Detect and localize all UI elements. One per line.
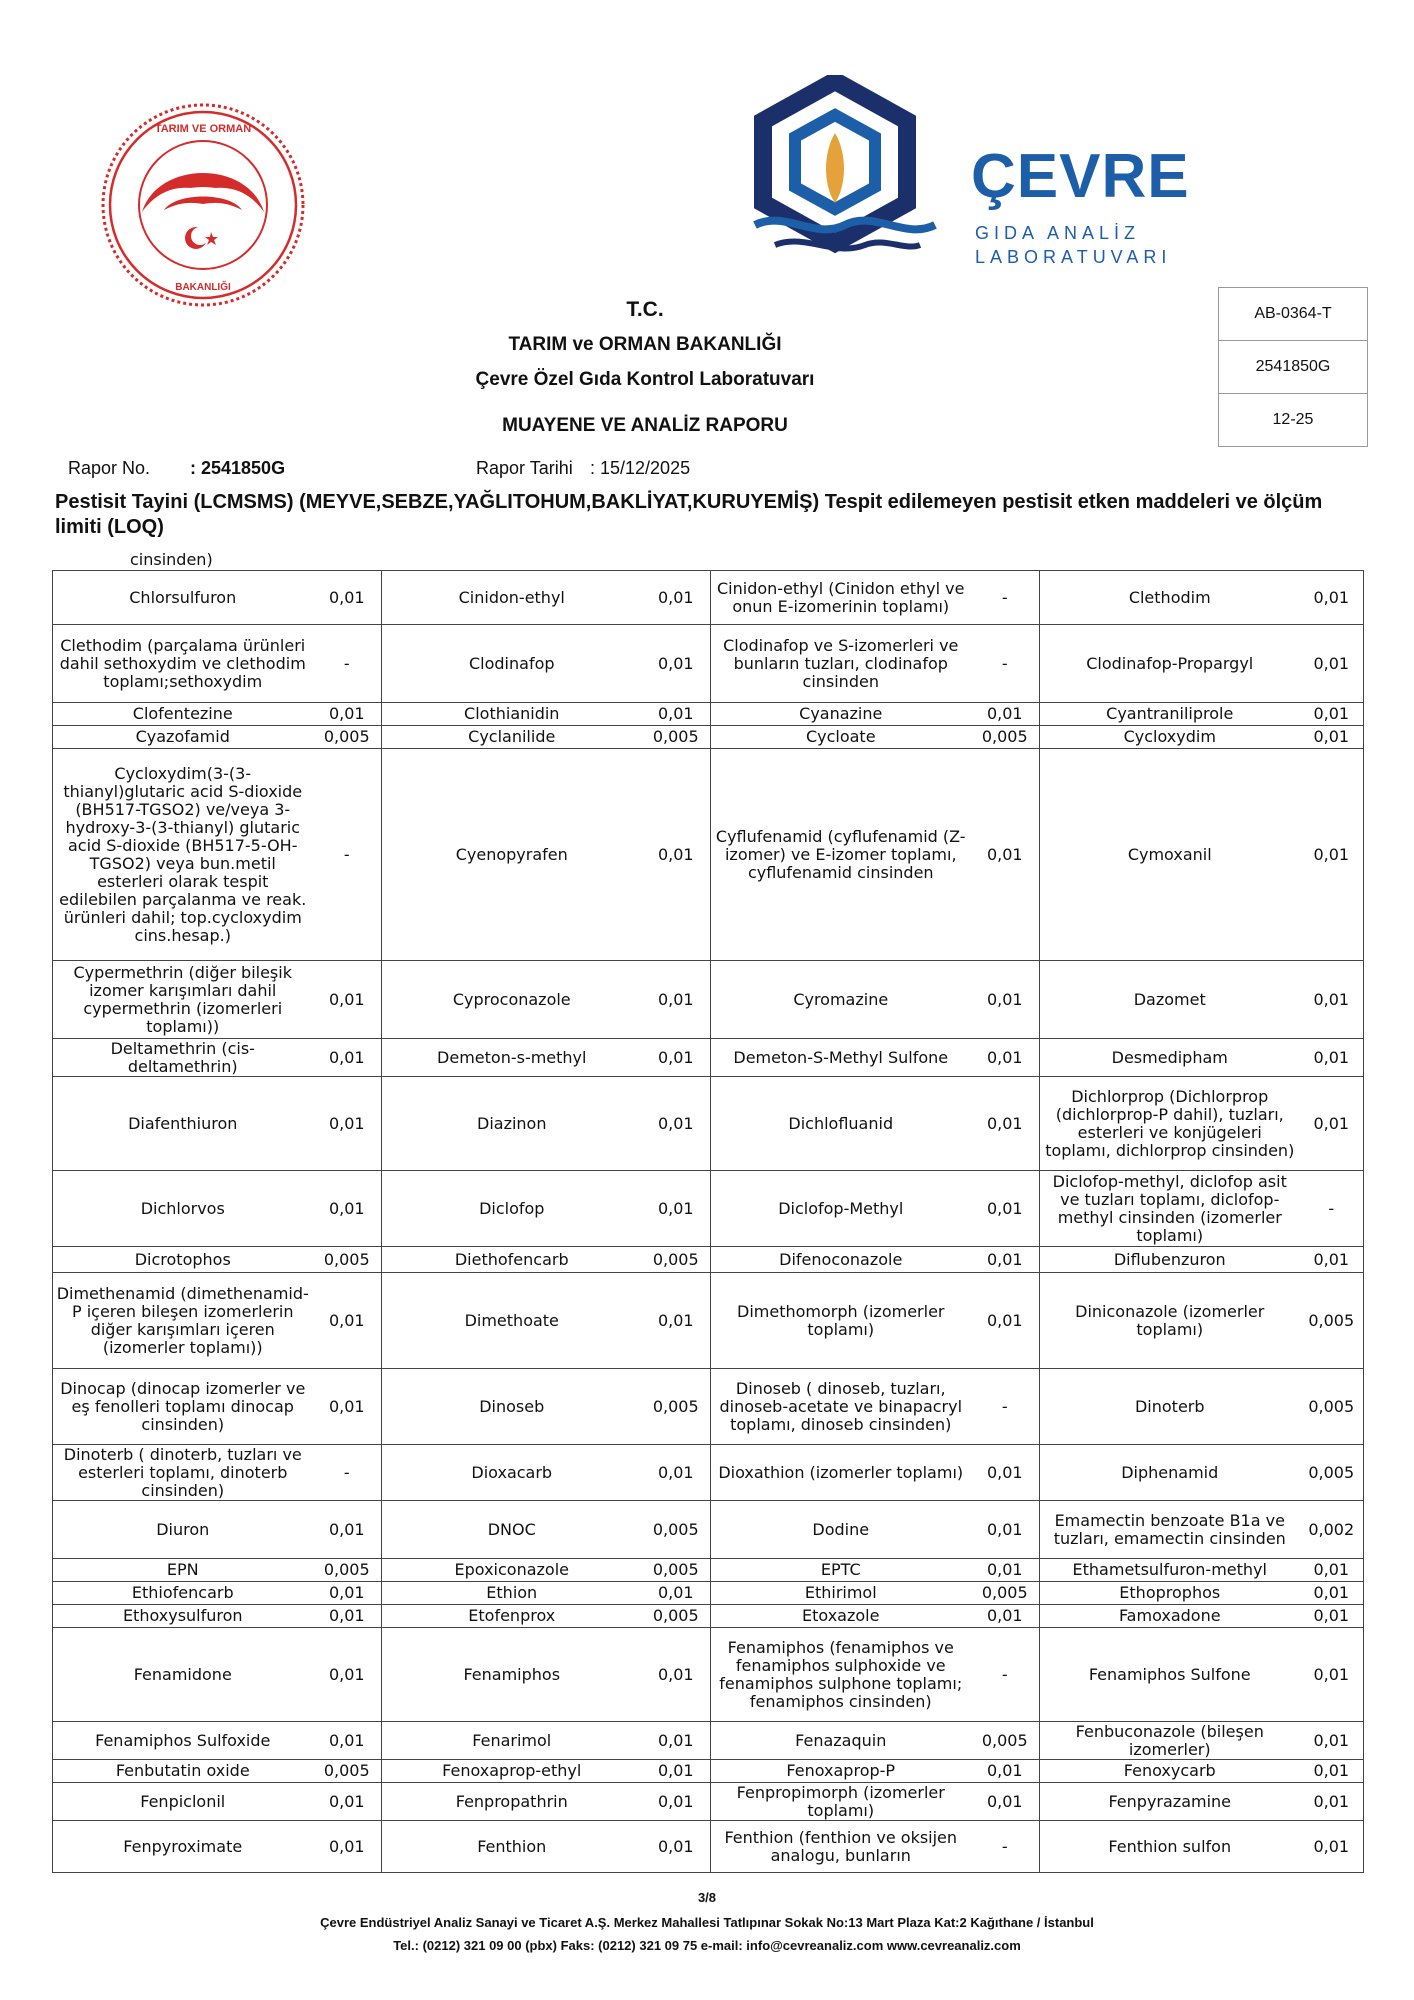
substance-name-cell: Dimethoate: [382, 1273, 642, 1369]
loq-value-cell: 0,01: [971, 1171, 1040, 1247]
loq-value-cell: 0,01: [971, 1501, 1040, 1559]
header-report-type: MUAYENE VE ANALİZ RAPORU: [502, 415, 788, 436]
substance-name-cell: Clofentezine: [53, 703, 313, 726]
loq-value-cell: 0,01: [642, 961, 711, 1039]
loq-value-cell: 0,005: [642, 1501, 711, 1559]
loq-value-cell: 0,01: [971, 1039, 1040, 1077]
rapor-no-value: : 2541850G: [190, 458, 286, 478]
report-code: 2541850G: [1219, 341, 1367, 394]
substance-name-cell: Cyanazine: [711, 703, 971, 726]
ministry-seal-logo: [98, 100, 308, 310]
substance-name-cell: Fenamiphos Sulfone: [1040, 1628, 1300, 1722]
substance-name-cell: Famoxadone: [1040, 1605, 1300, 1628]
substance-name-cell: Epoxiconazole: [382, 1559, 642, 1582]
table-row: [53, 1039, 1364, 1077]
substance-name-cell: Cyantraniliprole: [1040, 703, 1300, 726]
lab-brand-sub2: LABORATUVARI: [975, 247, 1172, 267]
table-row: [53, 1783, 1364, 1821]
loq-value-cell: 0,01: [1300, 1605, 1364, 1628]
substance-name-cell: Fenamiphos (fenamiphos ve fenamiphos sulphoxide ve fenamiphos sulphone toplamı; fenamiphos cinsinden): [711, 1628, 971, 1722]
loq-value-cell: 0,01: [971, 749, 1040, 961]
loq-value-cell: 0,01: [642, 703, 711, 726]
substance-name-cell: Dinocap (dinocap izomerler ve eş fenolleri toplamı dinocap cinsinden): [53, 1369, 313, 1445]
substance-name-cell: EPTC: [711, 1559, 971, 1582]
substance-name-cell: EPN: [53, 1559, 313, 1582]
substance-name-cell: Fenamiphos: [382, 1628, 642, 1722]
substance-name-cell: Chlorsulfuron: [53, 571, 313, 625]
loq-value-cell: 0,005: [971, 726, 1040, 749]
loq-value-cell: 0,005: [642, 1247, 711, 1273]
substance-name-cell: Dinoterb: [1040, 1369, 1300, 1445]
loq-value-cell: 0,01: [1300, 1760, 1364, 1783]
loq-value-cell: 0,01: [1300, 1582, 1364, 1605]
loq-value-cell: -: [971, 571, 1040, 625]
loq-value-cell: 0,005: [971, 1722, 1040, 1760]
lab-brand-sub1: GIDA ANALİZ: [975, 223, 1141, 243]
loq-value-cell: 0,01: [313, 1039, 382, 1077]
substance-name-cell: Cycloxydim: [1040, 726, 1300, 749]
loq-value-cell: 0,01: [1300, 749, 1364, 961]
substance-name-cell: Dioxathion (izomerler toplamı): [711, 1445, 971, 1501]
substance-name-cell: Dichlorvos: [53, 1171, 313, 1247]
section-title: Pestisit Tayini (LCMSMS) (MEYVE,SEBZE,YAĞLITOHUM,BAKLİYAT,KURUYEMİŞ) Tespit edilemeyen pestisit etken maddeleri ve ölçüm limiti (LOQ): [55, 491, 1323, 538]
substance-name-cell: Fenoxaprop-ethyl: [382, 1760, 642, 1783]
substance-name-cell: Diphenamid: [1040, 1445, 1300, 1501]
substance-name-cell: Fenoxaprop-P: [711, 1760, 971, 1783]
substance-name-cell: Diuron: [53, 1501, 313, 1559]
substance-name-cell: Fenthion sulfon: [1040, 1821, 1300, 1873]
table-row: [53, 726, 1364, 749]
substance-name-cell: Cymoxanil: [1040, 749, 1300, 961]
substance-name-cell: Cycloxydim(3-(3-thianyl)glutaric acid S-dioxide (BH517-TGSO2) ve/veya 3-hydroxy-3-(3-thianyl) glutaric acid S-dioxide (BH517-5-OH-TGSO2) veya bun.metil esterleri olarak tespit edilebilen parçalanma ve reak. ürünleri dahil; top.cycloxydim cins.hesap.): [53, 749, 313, 961]
header-lab: Çevre Özel Gıda Kontrol Laboratuvarı: [475, 369, 815, 390]
loq-value-cell: 0,01: [313, 1171, 382, 1247]
loq-value-cell: 0,005: [642, 1559, 711, 1582]
substance-name-cell: Dichlorprop (Dichlorprop (dichlorprop-P dahil), tuzları, esterleri ve konjügeleri toplamı, dichlorprop cinsinden): [1040, 1077, 1300, 1171]
loq-value-cell: 0,01: [313, 571, 382, 625]
substance-name-cell: Etofenprox: [382, 1605, 642, 1628]
loq-value-cell: -: [971, 625, 1040, 703]
table-row: [53, 1369, 1364, 1445]
substance-name-cell: Dioxacarb: [382, 1445, 642, 1501]
substance-name-cell: Fenoxycarb: [1040, 1760, 1300, 1783]
loq-value-cell: 0,01: [313, 961, 382, 1039]
report-code-box: [1218, 287, 1368, 447]
cevre-lab-logo: [735, 75, 1190, 275]
substance-name-cell: Demeton-s-methyl: [382, 1039, 642, 1077]
loq-value-cell: 0,01: [642, 1171, 711, 1247]
substance-name-cell: Cyflufenamid (cyflufenamid (Z-izomer) ve E-izomer toplamı, cyflufenamid cinsinden: [711, 749, 971, 961]
loq-value-cell: 0,01: [642, 1445, 711, 1501]
substance-name-cell: Fenamidone: [53, 1628, 313, 1722]
loq-table: [52, 570, 1364, 1873]
substance-name-cell: Desmedipham: [1040, 1039, 1300, 1077]
substance-name-cell: Clothianidin: [382, 703, 642, 726]
substance-name-cell: Clodinafop-Propargyl: [1040, 625, 1300, 703]
substance-name-cell: Diniconazole (izomerler toplamı): [1040, 1273, 1300, 1369]
table-row: [53, 1821, 1364, 1873]
header-ministry: TARIM ve ORMAN BAKANLIĞI: [508, 334, 782, 355]
substance-name-cell: Clethodim: [1040, 571, 1300, 625]
loq-value-cell: 0,01: [1300, 1628, 1364, 1722]
substance-name-cell: Fenpropimorph (izomerler toplamı): [711, 1783, 971, 1821]
loq-value-cell: 0,01: [1300, 1722, 1364, 1760]
table-row: [53, 1628, 1364, 1722]
substance-name-cell: Fenpiclonil: [53, 1783, 313, 1821]
table-row: [53, 1077, 1364, 1171]
substance-name-cell: Fenpyroximate: [53, 1821, 313, 1873]
table-row: [53, 1171, 1364, 1247]
loq-value-cell: 0,01: [313, 1273, 382, 1369]
loq-value-cell: 0,01: [971, 1760, 1040, 1783]
loq-value-cell: 0,005: [1300, 1445, 1364, 1501]
substance-name-cell: Diflubenzuron: [1040, 1247, 1300, 1273]
loq-value-cell: 0,01: [313, 1369, 382, 1445]
substance-name-cell: Fenbutatin oxide: [53, 1760, 313, 1783]
substance-name-cell: Fenpyrazamine: [1040, 1783, 1300, 1821]
substance-name-cell: Cycloate: [711, 726, 971, 749]
loq-value-cell: -: [971, 1369, 1040, 1445]
substance-name-cell: Cinidon-ethyl: [382, 571, 642, 625]
substance-name-cell: Dinoseb ( dinoseb, tuzları, dinoseb-acetate ve binapacryl toplamı, dinoseb cinsinden): [711, 1369, 971, 1445]
loq-value-cell: 0,01: [971, 1783, 1040, 1821]
table-row: [53, 961, 1364, 1039]
substance-name-cell: Diclofop-methyl, diclofop asit ve tuzları toplamı, diclofop-methyl cinsinden (izomerler toplamı): [1040, 1171, 1300, 1247]
table-row: [53, 1247, 1364, 1273]
table-row: [53, 625, 1364, 703]
substance-name-cell: Fenthion (fenthion ve oksijen analogu, bunların: [711, 1821, 971, 1873]
loq-value-cell: 0,005: [1300, 1369, 1364, 1445]
table-row: [53, 1605, 1364, 1628]
loq-value-cell: 0,01: [313, 1605, 382, 1628]
table-row: [53, 571, 1364, 625]
substance-name-cell: Etoxazole: [711, 1605, 971, 1628]
table-row: [53, 1722, 1364, 1760]
loq-value-cell: 0,01: [313, 1077, 382, 1171]
substance-name-cell: Dimethenamid (dimethenamid-P içeren bileşen izomerlerin diğer karışımları içeren (izomerler toplamı)): [53, 1273, 313, 1369]
loq-value-cell: 0,01: [642, 1783, 711, 1821]
loq-value-cell: -: [313, 749, 382, 961]
loq-value-cell: 0,01: [313, 1582, 382, 1605]
rapor-tarihi-label: Rapor Tarihi: [476, 458, 573, 478]
loq-value-cell: 0,01: [1300, 571, 1364, 625]
substance-name-cell: Difenoconazole: [711, 1247, 971, 1273]
loq-value-cell: 0,01: [1300, 1559, 1364, 1582]
substance-name-cell: Fenamiphos Sulfoxide: [53, 1722, 313, 1760]
substance-name-cell: Fenbuconazole (bileşen izomerler): [1040, 1722, 1300, 1760]
loq-value-cell: 0,01: [971, 703, 1040, 726]
substance-name-cell: Dimethomorph (izomerler toplamı): [711, 1273, 971, 1369]
loq-value-cell: 0,01: [642, 571, 711, 625]
rapor-no-label: Rapor No.: [68, 458, 151, 478]
table-row: [53, 1559, 1364, 1582]
substance-name-cell: Diclofop-Methyl: [711, 1171, 971, 1247]
table-row: [53, 1445, 1364, 1501]
substance-name-cell: Demeton-S-Methyl Sulfone: [711, 1039, 971, 1077]
loq-value-cell: 0,01: [642, 1821, 711, 1873]
loq-value-cell: 0,005: [642, 1369, 711, 1445]
loq-value-cell: 0,005: [313, 1247, 382, 1273]
footer-contact: Tel.: (0212) 321 09 00 (pbx) Faks: (0212) 321 09 75 e-mail: info@cevreanaliz.com www.cevreanaliz.com: [393, 1938, 1021, 1953]
loq-value-cell: 0,01: [1300, 625, 1364, 703]
substance-name-cell: Diethofencarb: [382, 1247, 642, 1273]
loq-value-cell: 0,01: [971, 1559, 1040, 1582]
loq-value-cell: 0,005: [642, 1605, 711, 1628]
loq-value-cell: 0,01: [642, 749, 711, 961]
substance-name-cell: Ethirimol: [711, 1582, 971, 1605]
loq-value-cell: 0,01: [1300, 703, 1364, 726]
loq-value-cell: 0,01: [1300, 1247, 1364, 1273]
substance-name-cell: Cypermethrin (diğer bileşik izomer karışımları dahil cypermethrin (izomerleri toplamı)): [53, 961, 313, 1039]
loq-value-cell: 0,01: [642, 1722, 711, 1760]
substance-name-cell: Deltamethrin (cis-deltamethrin): [53, 1039, 313, 1077]
loq-value-cell: 0,002: [1300, 1501, 1364, 1559]
loq-value-cell: 0,01: [642, 625, 711, 703]
substance-name-cell: Diazinon: [382, 1077, 642, 1171]
loq-value-cell: 0,005: [313, 1559, 382, 1582]
substance-name-cell: Fenarimol: [382, 1722, 642, 1760]
substance-name-cell: Dichlofluanid: [711, 1077, 971, 1171]
substance-name-cell: Ethametsulfuron-methyl: [1040, 1559, 1300, 1582]
substance-name-cell: Dinoseb: [382, 1369, 642, 1445]
substance-name-cell: Emamectin benzoate B1a ve tuzları, emamectin cinsinden: [1040, 1501, 1300, 1559]
substance-name-cell: Ethion: [382, 1582, 642, 1605]
loq-value-cell: 0,01: [1300, 726, 1364, 749]
substance-name-cell: Dicrotophos: [53, 1247, 313, 1273]
loq-value-cell: 0,01: [642, 1760, 711, 1783]
table-row: [53, 1760, 1364, 1783]
header-tc: T.C.: [626, 298, 664, 321]
loq-value-cell: 0,01: [971, 961, 1040, 1039]
loq-value-cell: 0,01: [1300, 1077, 1364, 1171]
substance-name-cell: Fenazaquin: [711, 1722, 971, 1760]
loq-value-cell: 0,01: [313, 1628, 382, 1722]
loq-value-cell: 0,005: [971, 1582, 1040, 1605]
loq-value-cell: 0,01: [1300, 961, 1364, 1039]
loq-value-cell: -: [971, 1821, 1040, 1873]
loq-value-cell: -: [1300, 1171, 1364, 1247]
substance-name-cell: Cyromazine: [711, 961, 971, 1039]
loq-value-cell: 0,01: [1300, 1039, 1364, 1077]
loq-value-cell: 0,01: [313, 1722, 382, 1760]
loq-value-cell: -: [313, 1445, 382, 1501]
loq-value-cell: 0,005: [1300, 1273, 1364, 1369]
loq-value-cell: 0,01: [313, 1821, 382, 1873]
substance-name-cell: Dinoterb ( dinoterb, tuzları ve esterleri toplamı, dinoterb cinsinden): [53, 1445, 313, 1501]
loq-value-cell: 0,01: [642, 1582, 711, 1605]
loq-value-cell: 0,005: [642, 726, 711, 749]
loq-value-cell: 0,01: [971, 1273, 1040, 1369]
table-row: [53, 1501, 1364, 1559]
substance-name-cell: DNOC: [382, 1501, 642, 1559]
loq-value-cell: 0,01: [642, 1628, 711, 1722]
loq-value-cell: 0,01: [313, 1501, 382, 1559]
period-code: 12-25: [1272, 411, 1314, 428]
loq-value-cell: 0,01: [971, 1077, 1040, 1171]
loq-value-cell: 0,01: [642, 1077, 711, 1171]
svg-text:BAKANLIĞI: BAKANLIĞI: [175, 282, 231, 293]
substance-name-cell: Cinidon-ethyl (Cinidon ethyl ve onun E-izomerinin toplamı): [711, 571, 971, 625]
substance-name-cell: Clodinafop ve S-izomerleri ve bunların tuzları, clodinafop cinsinden: [711, 625, 971, 703]
substance-name-cell: Ethiofencarb: [53, 1582, 313, 1605]
substance-name-cell: Ethoprophos: [1040, 1582, 1300, 1605]
loq-value-cell: 0,01: [642, 1039, 711, 1077]
substance-name-cell: Diafenthiuron: [53, 1077, 313, 1171]
rapor-tarihi-value: : 15/12/2025: [590, 458, 691, 478]
footer-address: Çevre Endüstriyel Analiz Sanayi ve Ticaret A.Ş. Merkez Mahallesi Tatlıpınar Sokak No:13 Mart Plaza Kat:2 Kağıthane / İstanbul: [320, 1915, 1094, 1930]
substance-name-cell: Fenpropathrin: [382, 1783, 642, 1821]
substance-name-cell: Cyenopyrafen: [382, 749, 642, 961]
loq-value-cell: 0,005: [313, 726, 382, 749]
substance-name-cell: Clodinafop: [382, 625, 642, 703]
loq-value-cell: 0,005: [313, 1760, 382, 1783]
loq-value-cell: -: [313, 625, 382, 703]
page-number: 3/8: [697, 1890, 717, 1905]
loq-value-cell: 0,01: [642, 1273, 711, 1369]
lab-brand-name: ÇEVRE: [971, 142, 1190, 211]
table-row: [53, 1582, 1364, 1605]
substance-name-cell: Clethodim (parçalama ürünleri dahil sethoxydim ve clethodim toplamı;sethoxydim: [53, 625, 313, 703]
table-row: [53, 1273, 1364, 1369]
loq-value-cell: 0,01: [971, 1605, 1040, 1628]
loq-table-body: [53, 571, 1364, 1873]
loq-value-cell: -: [971, 1628, 1040, 1722]
accreditation-code: AB-0364-T: [1219, 288, 1367, 341]
loq-value-cell: 0,01: [1300, 1821, 1364, 1873]
loq-value-cell: 0,01: [1300, 1783, 1364, 1821]
substance-name-cell: Dazomet: [1040, 961, 1300, 1039]
substance-name-cell: Cyazofamid: [53, 726, 313, 749]
svg-text:TARIM VE ORMAN: TARIM VE ORMAN: [154, 123, 252, 135]
loq-value-cell: 0,01: [313, 703, 382, 726]
previous-row-tail: cinsinden): [130, 550, 213, 569]
substance-name-cell: Cyproconazole: [382, 961, 642, 1039]
substance-name-cell: Diclofop: [382, 1171, 642, 1247]
loq-value-cell: 0,01: [971, 1247, 1040, 1273]
substance-name-cell: Ethoxysulfuron: [53, 1605, 313, 1628]
substance-name-cell: Fenthion: [382, 1821, 642, 1873]
loq-value-cell: 0,01: [971, 1445, 1040, 1501]
table-row: [53, 703, 1364, 726]
substance-name-cell: Dodine: [711, 1501, 971, 1559]
loq-value-cell: 0,01: [313, 1783, 382, 1821]
substance-name-cell: Cyclanilide: [382, 726, 642, 749]
table-row: [53, 749, 1364, 961]
